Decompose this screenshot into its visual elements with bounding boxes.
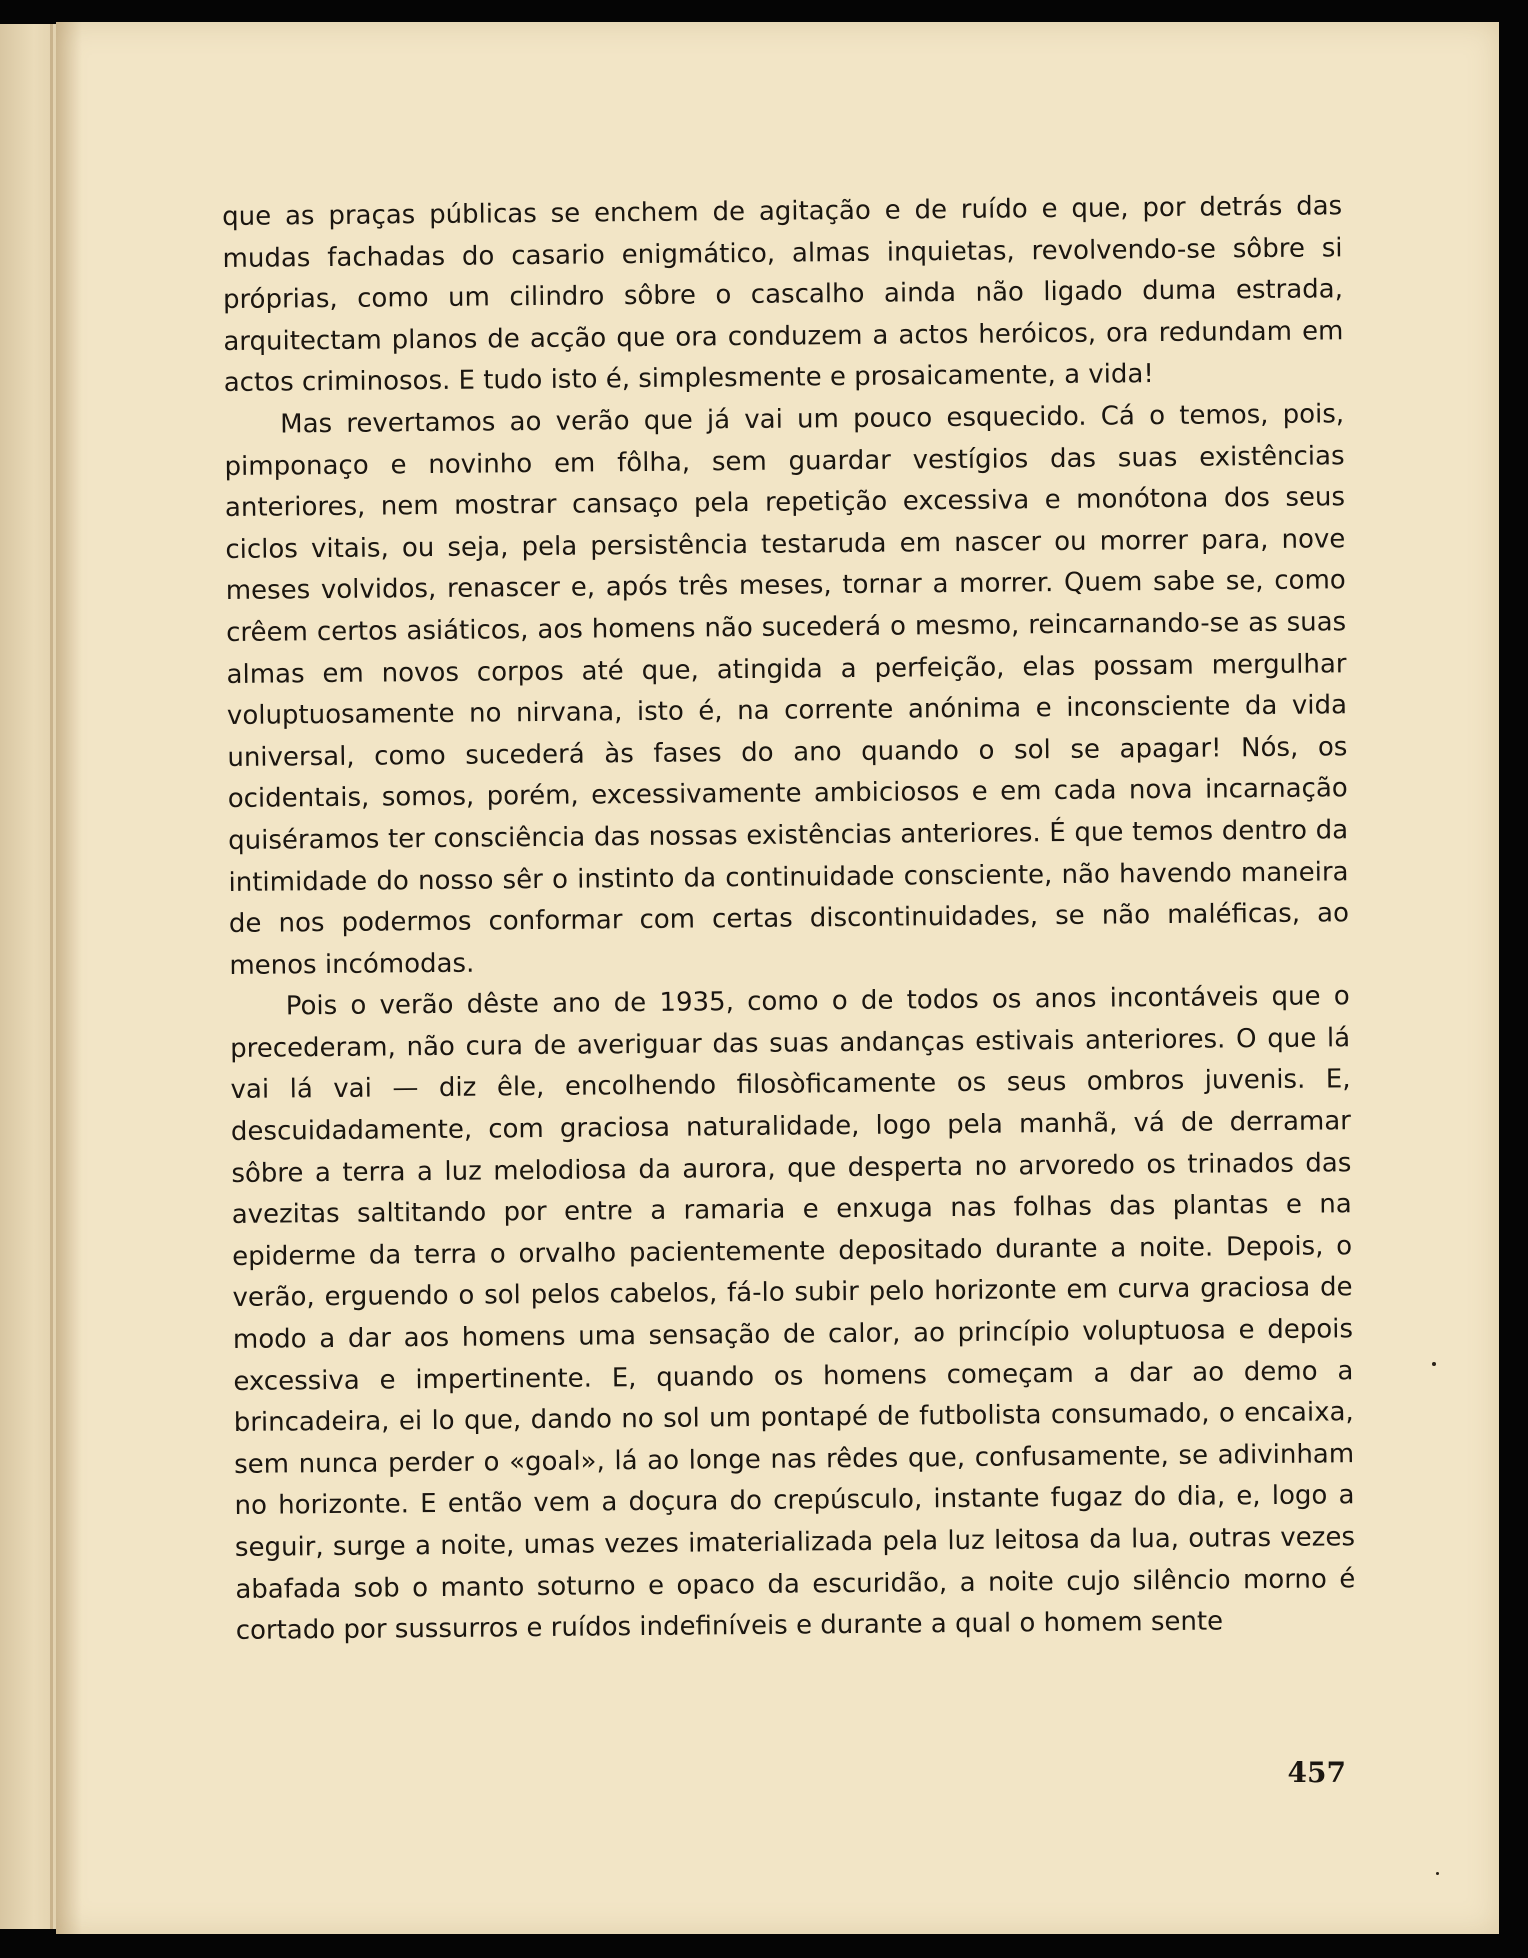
page-number: 457 bbox=[1287, 1756, 1346, 1789]
paragraph-2: Mas revertamos ao verão que já vai um pouco esquecido. Cá o temos, pois, pimponaço e novinho em fôlha, sem guardar vestígios das suas existências anteriores, nem mostrar cansaço pela repetição excessiva e monótona dos seus ciclos vitais, ou seja, pela persistência testaruda em nascer ou morrer para, nove meses volvidos, renascer e, após três meses, tornar a morrer. Quem sabe se, como crêem certos asiáticos, aos homens não sucederá o mesmo, reincarnando-se as suas almas em novos corpos até que, atingida a perfeição, elas possam mergulhar voluptuosamente no nirvana, isto é, na corrente anónima e inconsciente da vida universal, como sucederá às fases do ano quando o sol se apagar! Nós, os ocidentais, somos, porém, excessivamente ambiciosos e em cada nova incarnação quiséramos ter consciência das nossas existências anteriores. É que temos dentro da intimidade do nosso sêr o instinto da continuidade consciente, não havendo maneira de nos podermos conformar com certas discontinuidades, se não maléficas, ao menos incómodas. bbox=[224, 399, 1350, 981]
paper-speck bbox=[1436, 1872, 1439, 1875]
paper-speck bbox=[1432, 1362, 1436, 1366]
previous-page-edge bbox=[0, 24, 63, 1929]
gutter-shadow bbox=[56, 22, 82, 1934]
paragraph-1: que as praças públicas se enchem de agitação e de ruído e que, por detrás das mudas fachadas do casario enigmático, almas inquietas, revolvendo-se sôbre si próprias, como um cilindro sôbre o cascalho ainda não ligado duma estrada, arquitectam planos de acção que ora conduzem a actos heróicos, ora redundam em actos criminosos. E tudo isto é, simplesmente e prosaicamente, a vida! bbox=[222, 191, 1344, 399]
body-text bbox=[222, 186, 1356, 1652]
paragraph-3: Pois o verão dêste ano de 1935, como o de todos os anos incontáveis que o precederam, não cura de averiguar das suas andanças estivais anteriores. O que lá vai lá vai — diz êle, encolhendo filosòficamente os seus ombros juvenis. E, descuidadamente, com graciosa naturalidade, logo pela manhã, vá de derramar sôbre a terra a luz melodiosa da aurora, que desperta no arvoredo os trinados das avezitas saltitando por entre a ramaria e enxuga nas folhas das plantas e na epiderme da terra o orvalho pacientemente depositado durante a noite. Depois, o verão, erguendo o sol pelos cabelos, fá-lo subir pelo horizonte em curva graciosa de modo a dar aos homens uma sensação de calor, ao princípio voluptuosa e depois excessiva e impertinente. E, quando os homens começam a dar ao demo a brincadeira, ei lo que, dando no sol um pontapé de futbolista consumado, o encaixa, sem nunca perder o «goal», lá ao longe nas rêdes que, confusamente, se adivinham no horizonte. E então vem a doçura do crepúsculo, instante fugaz do dia, e, logo a seguir, surge a noite, umas vezes imaterializada pela luz leitosa da lua, outras vezes abafada sob o manto soturno e opaco da escuridão, a noite cujo silêncio morno é cortado por sussurros e ruídos indefiníveis e durante a qual o homem sente bbox=[230, 981, 1356, 1647]
binding-crease bbox=[50, 24, 53, 1929]
book-page bbox=[56, 22, 1499, 1934]
